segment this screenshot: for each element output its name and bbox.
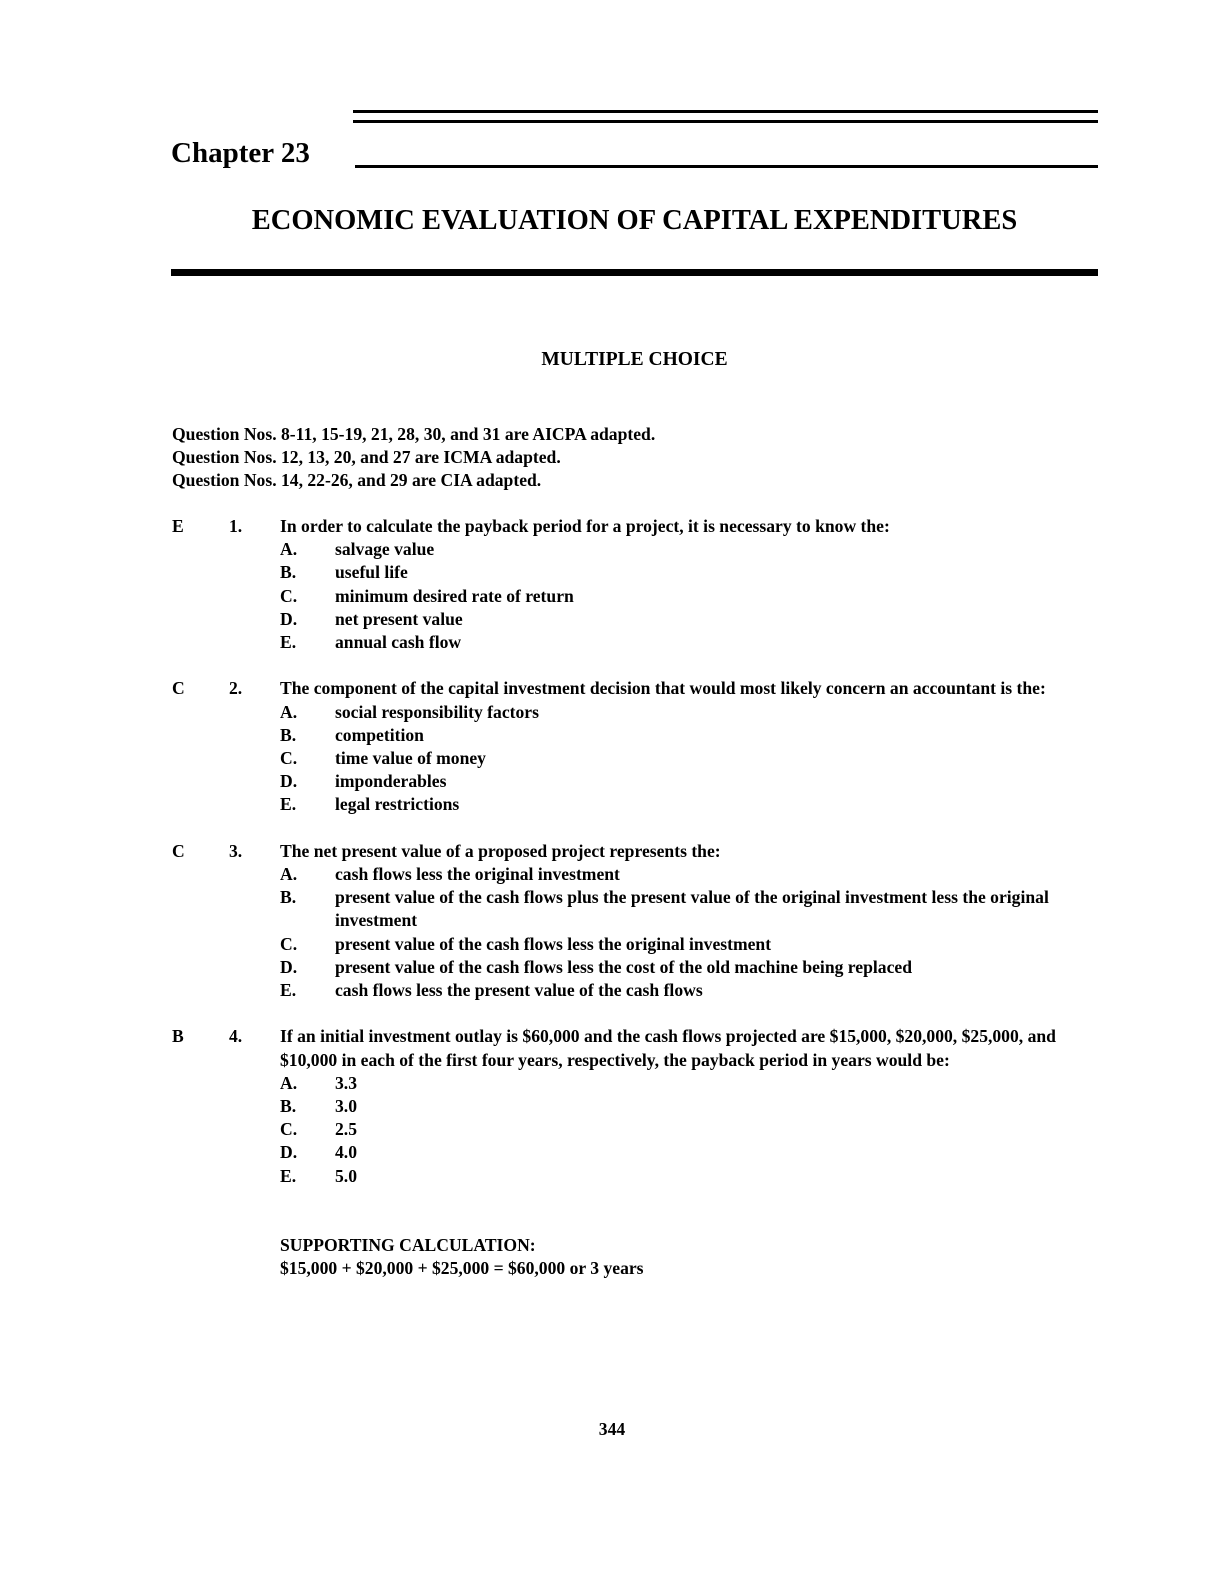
question-number: 4.	[229, 1026, 243, 1047]
option-letter: B.	[280, 562, 297, 583]
source-note: Question Nos. 12, 13, 20, and 27 are ICMA adapted.	[172, 447, 561, 468]
option-item	[280, 1141, 1102, 1164]
option-item	[280, 933, 1102, 956]
option-item	[280, 701, 1102, 724]
option-item	[280, 608, 1102, 631]
question-text: If an initial investment outlay is $60,000 and the cash flows projected are $15,000, $20,000, $25,000, and $10,000 in each of the first four years, respectively, the payback period in years would be:	[280, 1026, 1056, 1070]
question-number: 3.	[229, 840, 243, 861]
question-stem	[172, 515, 1102, 538]
option-text: 2.5	[335, 1119, 357, 1140]
chapter-title: ECONOMIC EVALUATION OF CAPITAL EXPENDITURES	[251, 205, 1018, 236]
question-2	[172, 677, 1102, 816]
option-letter: E.	[280, 632, 297, 653]
option-text: 5.0	[335, 1165, 357, 1186]
answer-key: C	[172, 840, 185, 861]
question-number: 1.	[229, 516, 243, 536]
option-letter: E.	[280, 980, 297, 1001]
option-text: 3.0	[335, 1096, 357, 1117]
question-text: The component of the capital investment decision that would most likely concern an accountant is the:	[280, 678, 1046, 699]
option-item	[280, 793, 1102, 816]
question-stem	[172, 840, 1102, 863]
source-note: Question Nos. 14, 22-26, and 29 are CIA adapted.	[172, 470, 542, 491]
answer-key: B	[172, 1026, 184, 1047]
option-item	[280, 747, 1102, 770]
question-1	[172, 515, 1102, 654]
option-text: social responsibility factors	[335, 701, 539, 722]
option-item	[280, 561, 1102, 584]
option-item	[280, 1165, 1102, 1188]
option-text: present value of the cash flows plus the present value of the original investment less the original investment	[335, 887, 1049, 931]
option-list	[280, 1072, 1102, 1188]
option-item	[280, 538, 1102, 561]
option-item	[280, 979, 1102, 1002]
option-letter: E.	[280, 1165, 297, 1186]
option-text: present value of the cash flows less the cost of the old machine being replaced	[335, 956, 912, 977]
question-stem	[172, 677, 1102, 700]
option-item	[280, 863, 1102, 886]
option-text: annual cash flow	[335, 632, 462, 653]
option-letter: C.	[280, 748, 298, 769]
option-letter: D.	[280, 1142, 298, 1163]
option-text: net present value	[335, 608, 463, 629]
question-stem	[172, 1025, 1102, 1071]
option-item	[280, 585, 1102, 608]
option-letter: C.	[280, 1119, 298, 1140]
option-item	[280, 724, 1102, 747]
supporting-calculation	[280, 1234, 1102, 1280]
option-list	[280, 863, 1102, 1002]
option-letter: D.	[280, 956, 298, 977]
question-3	[172, 840, 1102, 1002]
option-text: imponderables	[335, 771, 447, 792]
option-item	[280, 770, 1102, 793]
question-number: 2.	[229, 678, 243, 699]
option-letter: B.	[280, 887, 297, 908]
answer-key: E	[172, 516, 184, 536]
option-text: legal restrictions	[335, 794, 460, 815]
header-rule-top-2	[353, 120, 1098, 123]
page-number: 344	[598, 1419, 626, 1439]
supporting-text: $15,000 + $20,000 + $25,000 = $60,000 or 3 years	[280, 1258, 644, 1279]
chapter-label: Chapter 23	[171, 137, 310, 169]
option-text: minimum desired rate of return	[335, 585, 574, 606]
question-4	[172, 1025, 1102, 1280]
title-thick-rule	[171, 269, 1098, 276]
option-text: 4.0	[335, 1142, 357, 1163]
answer-key: C	[172, 678, 185, 699]
option-letter: D.	[280, 608, 298, 629]
header-rule-top-1	[353, 110, 1098, 113]
option-text: present value of the cash flows less the original investment	[335, 933, 772, 954]
option-letter: C.	[280, 585, 298, 606]
source-notes	[172, 423, 655, 493]
option-letter: E.	[280, 794, 297, 815]
option-list	[280, 538, 1102, 654]
option-letter: D.	[280, 771, 298, 792]
option-item	[280, 631, 1102, 654]
option-item	[280, 1095, 1102, 1118]
option-letter: A.	[280, 539, 298, 560]
option-list	[280, 701, 1102, 817]
option-text: cash flows less the original investment	[335, 864, 620, 885]
option-item	[280, 1072, 1102, 1095]
source-note: Question Nos. 8-11, 15-19, 21, 28, 30, and 31 are AICPA adapted.	[172, 424, 656, 444]
option-text: competition	[335, 724, 424, 745]
option-letter: A.	[280, 1072, 298, 1093]
option-text: cash flows less the present value of the cash flows	[335, 980, 703, 1001]
option-letter: B.	[280, 724, 297, 745]
option-item	[280, 886, 1102, 932]
supporting-heading: SUPPORTING CALCULATION:	[280, 1234, 536, 1255]
option-letter: A.	[280, 701, 298, 722]
option-text: useful life	[335, 562, 408, 583]
option-letter: B.	[280, 1096, 297, 1117]
option-text: salvage value	[335, 539, 435, 560]
question-list	[172, 515, 1102, 1303]
option-letter: C.	[280, 933, 298, 954]
chapter-underline-rule	[355, 165, 1098, 168]
option-text: time value of money	[335, 748, 486, 769]
option-item	[280, 956, 1102, 979]
question-text: The net present value of a proposed project represents the:	[280, 840, 721, 861]
option-text: 3.3	[335, 1072, 357, 1093]
option-letter: A.	[280, 864, 298, 885]
section-heading: MULTIPLE CHOICE	[541, 349, 728, 370]
question-text: In order to calculate the payback period for a project, it is necessary to know the:	[280, 516, 890, 536]
option-item	[280, 1118, 1102, 1141]
